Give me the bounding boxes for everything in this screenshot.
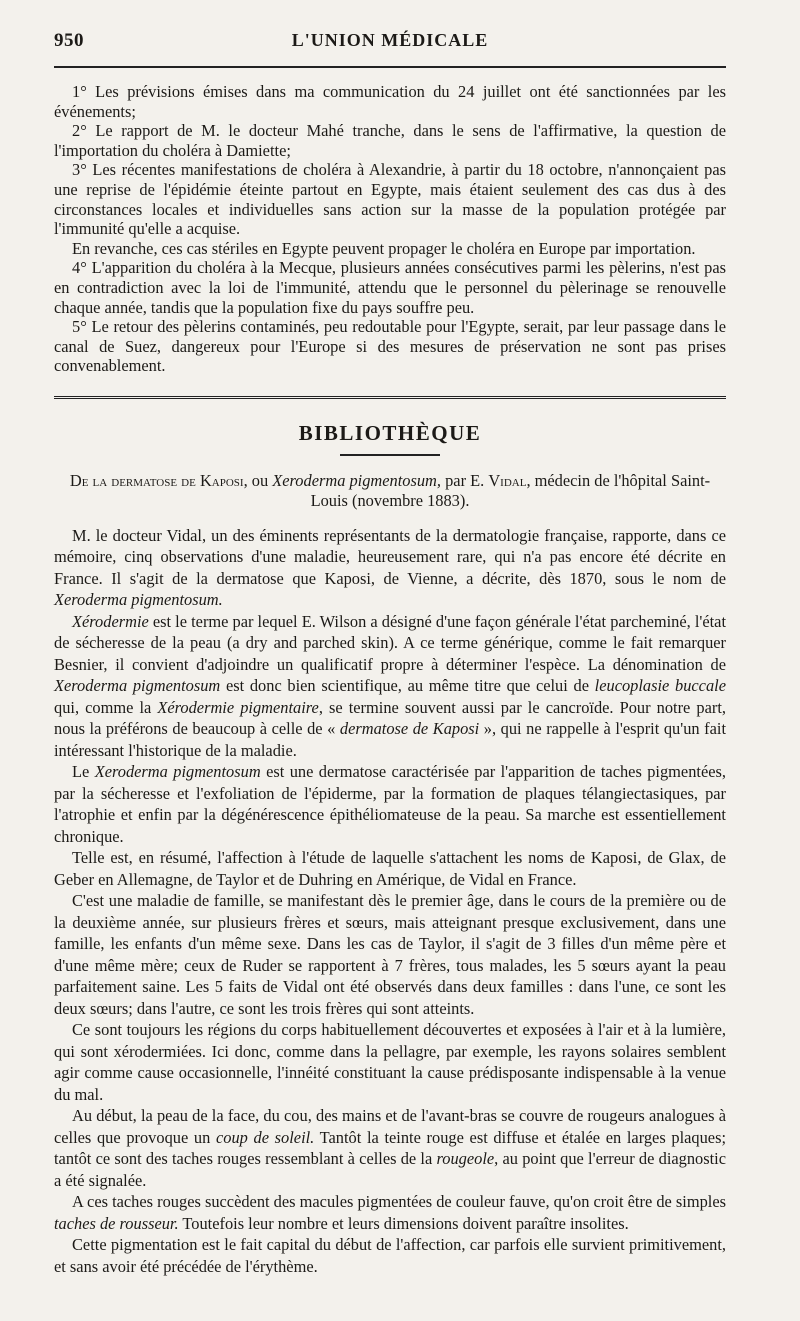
italic-term: leucoplasie buccale (594, 676, 726, 696)
text-run: A ces taches rouges succèdent des macules pigmentées de couleur fauve, qu'on croit être de simples (72, 1192, 726, 1212)
text-run: M. le docteur Vidal, un des éminents représentants de la dermatologie française, rapporte, dans ce mémoire, cinq observations d'une maladie, heureusement rare, qui n'a pas encore été décrite en France. Il s'agit de la dermatose que Kaposi, de Vienne, a décrite, dès 1870, sous le nom de (54, 525, 726, 588)
intro-paragraph: 2° Le rapport de M. le docteur Mahé tranche, dans le sens de l'affirmative, la question de l'importation du choléra à Damiette; (54, 121, 726, 160)
book-author: Vidal (488, 470, 527, 490)
text-run: est une dermatose caractérisée par l'apparition de taches pigmentées, par la sécheresse et l'exfoliation de l'épiderme, par la formation de plaques télangiectasiques, par l'atrophie et enfin par la dégénérescence épithéliomateuse de la peau. Sa marche est essentiellement chronique. (54, 762, 726, 846)
italic-term: taches de rousseur. (54, 1213, 179, 1233)
intro-paragraph: 3° Les récentes manifestations de choléra à Alexandrie, à partir du 18 octobre, n'annonçaient pas une reprise de l'épidémie éteinte partout en Egypte, mais étaient seulement des cas dus à des circonstances locales et individuelles sans action sur la masse de la population protégée par l'immunité qu'elle a acquise. (54, 160, 726, 239)
page-number: 950 (54, 30, 84, 51)
text-run: Toutefois leur nombre et leurs dimensions doivent paraître insolites. (178, 1213, 629, 1233)
intro-section (54, 82, 726, 376)
italic-term: Xeroderma pigmentosum (94, 762, 261, 782)
italic-term: Xeroderma pigmentosum. (54, 590, 223, 610)
intro-paragraph: 4° L'apparition du choléra à la Mecque, plusieurs années consécutives parmi les pèlerins, n'est pas en contradiction avec la loi de l'immunité, attendu que le personnel du pèlerinage se renouvelle chaque année, tandis que la population fixe du pays souffre peu. (54, 258, 726, 317)
italic-term: rougeole (436, 1149, 495, 1169)
book-by: par E. (441, 470, 489, 490)
body-paragraph: C'est une maladie de famille, se manifestant dès le premier âge, dans le cours de la première ou de la deuxième année, sur plusieurs frères et sœurs, mais atteignant presque exclusivement, dans une famille, les enfants d'un même sexe. Dans les cas de Taylor, il s'agit de 3 filles d'un même père et d'une même mère; ceux de Ruder se rapportent à 7 frères, tous malades, les 5 sœurs ayant la peau parfaitement saine. Les 5 faits de Vidal ont été observés dans deux familles : dans l'une, ce sont les deux sœurs; dans l'autre, ce sont les trois frères qui sont atteints. (54, 891, 726, 1018)
header-rule (54, 66, 726, 68)
intro-paragraph: 5° Le retour des pèlerins contaminés, peu redoutable pour l'Egypte, serait, par leur passage dans le canal de Suez, dangereux pour l'Europe si des mesures de préservation ne sont pas prises convenablement. (54, 317, 726, 376)
section-divider (54, 396, 726, 399)
italic-term: Xérodermie pigmentaire (157, 697, 319, 717)
text-run: , se termine souvent aussi par le cancroïde. Pour notre part, nous la préférons de beaucoup à celle de « (54, 697, 726, 739)
text-run: », qui ne rappelle à l'esprit qu'un fait intéressant l'historique de la maladie. (54, 719, 726, 760)
book-reference (54, 471, 726, 511)
text-run: Au début, la peau de la face, du cou, des mains et de l'avant-bras se couvre de rougeurs analogues à celles que provoque un (54, 1106, 726, 1147)
page-header (54, 30, 726, 60)
text-run: est le terme par lequel E. Wilson a désigné d'une façon générale l'état parcheminé, l'état de sécheresse de la peau (a dry and parched skin). A ce terme générique, comme le fait remarquer Besnier, il convient d'adjoindre un qualificatif propre à déterminer l'espèce. La dénomination de (54, 611, 727, 674)
journal-title: L'UNION MÉDICALE (291, 30, 489, 50)
body-paragraph (54, 761, 726, 847)
body-paragraph (54, 525, 726, 611)
body-paragraph: Telle est, en résumé, l'affection à l'étude de laquelle s'attachent les noms de Kaposi, de Glax, de Geber en Allemagne, de Taylor et de Duhring en Amérique, de Vidal en France. (54, 848, 726, 889)
body-paragraph (54, 1191, 726, 1234)
body-paragraph (54, 1105, 726, 1191)
text-run: Le (72, 762, 95, 782)
text-run: , au point que l'erreur de diagnostic a été signalée. (54, 1149, 727, 1190)
text-run: qui, comme la (54, 697, 158, 717)
title-underline (340, 454, 440, 456)
review-body (54, 525, 726, 1278)
intro-paragraph: 1° Les prévisions émises dans ma communication du 24 juillet ont été sanctionnées par les événements; (54, 82, 726, 121)
body-paragraph: Ce sont toujours les régions du corps habituellement découvertes et exposées à l'air et à la lumière, qui sont xérodermiées. Ici donc, comme dans la pellagre, par exemple, les rayons solaires semblent agir comme cause occasionnelle, l'innéité constituant la cause prédisposante indispensable à la venue du mal. (54, 1020, 726, 1104)
italic-term: dermatose de Kaposi (339, 719, 480, 739)
body-paragraph: Cette pigmentation est le fait capital du début de l'affection, car parfois elle survient primitivement, et sans avoir été précédée de l'érythème. (54, 1235, 726, 1276)
body-paragraph (54, 611, 726, 762)
italic-term: Xérodermie (72, 611, 149, 631)
book-connector: , ou (243, 470, 273, 490)
book-title: De la dermatose de Kaposi (69, 470, 244, 490)
intro-paragraph: En revanche, ces cas stériles en Egypte peuvent propager le choléra en Europe par importation. (72, 238, 696, 258)
section-title: BIBLIOTHÈQUE (298, 420, 482, 445)
text-run: Tantôt la teinte rouge est diffuse et étalée en larges plaques; tantôt ce sont des taches rouges ressemblant à celles de la (54, 1127, 726, 1169)
italic-term: Xeroderma pigmentosum (54, 676, 221, 696)
book-affiliation: , médecin de l'hôpital Saint-Louis (novembre 1883). (310, 470, 711, 510)
text-run: est donc bien scientifique, au même titre que celui de (220, 676, 595, 696)
book-alt-title: Xeroderma pigmentosum, (272, 470, 441, 490)
italic-term: coup de soleil. (215, 1127, 315, 1147)
